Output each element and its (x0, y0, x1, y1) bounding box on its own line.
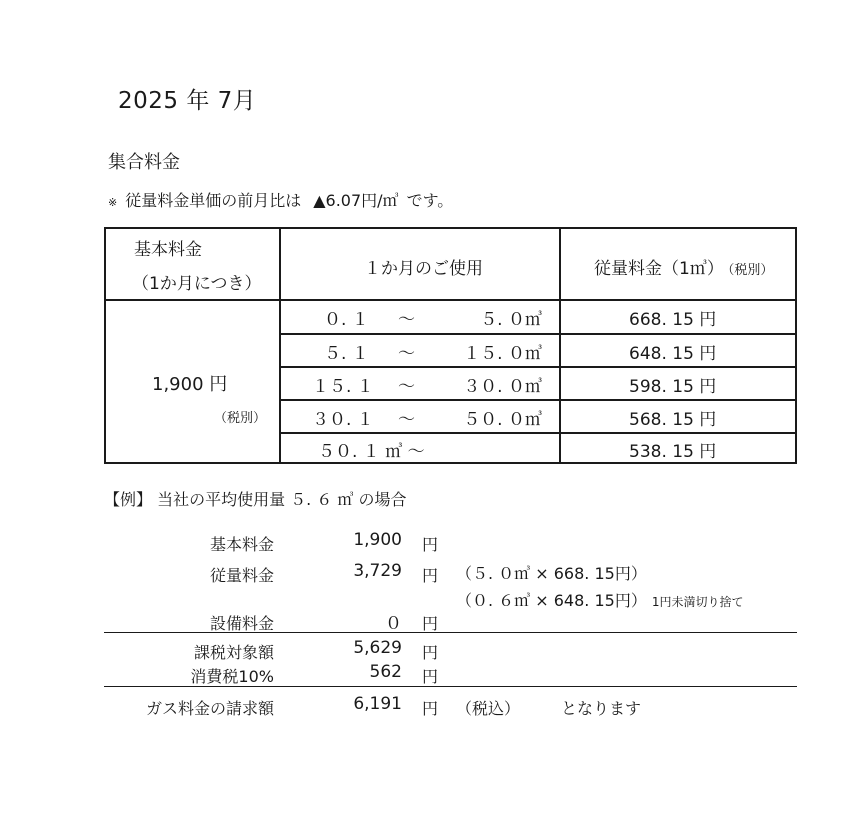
row-from: ５０. １ ㎥ ～ (318, 442, 425, 462)
row-to: １５. ０㎥ (463, 344, 542, 364)
line-unit: 円 (422, 699, 439, 718)
note-mark: ※ (108, 196, 118, 209)
header-base-fee-period: （1か月につき） (132, 274, 262, 294)
row-rate: 568. 15 円 (629, 410, 717, 430)
total-rule (104, 686, 797, 687)
base-fee-tax-note: （税別） (214, 411, 267, 426)
row-rate: 538. 15 円 (629, 442, 717, 462)
header-unit-rate-label: 従量料金（1㎥） (594, 259, 724, 279)
table-row-rule (279, 333, 795, 335)
note-suffix: です。 (406, 191, 454, 210)
row-tilde: ～ (398, 310, 415, 330)
line-unit: 円 (422, 566, 439, 585)
closing-text: となります (561, 699, 642, 718)
row-from: ５. １ (324, 344, 369, 364)
header-monthly-usage: １か月のご使用 (364, 259, 483, 279)
base-fee-value: 1,900 円 (152, 374, 228, 395)
row-from: ０. １ (324, 310, 369, 330)
line-value: 562 (369, 662, 402, 682)
header-unit-rate-note: （税別） (727, 263, 774, 278)
line-calc-continued (456, 588, 744, 611)
row-rate: 648. 15 円 (629, 344, 717, 364)
row-from: １５. １ (312, 377, 374, 397)
line-label: 基本料金 (209, 535, 274, 554)
line-unit: 円 (422, 667, 439, 686)
row-from: ３０. １ (312, 410, 374, 430)
header-base-fee: 基本料金 (134, 240, 202, 260)
subtotal-rule (104, 632, 797, 633)
line-calc-text: （０. ６㎥ × 648. 15円） (456, 591, 647, 610)
table-header-rule (106, 299, 795, 301)
row-rate: 668. 15 円 (629, 310, 717, 330)
table-row-rule (279, 366, 795, 368)
table-row-rule (279, 432, 795, 434)
line-label: ガス料金の請求額 (145, 699, 274, 718)
line-value: 5,629 (353, 638, 402, 658)
table-divider (559, 229, 561, 462)
rate-table (104, 227, 797, 464)
note-text: 従量料金単価の前月比は (125, 191, 302, 210)
row-to: ５. ０㎥ (480, 310, 542, 330)
line-label: 設備料金 (209, 614, 274, 633)
table-row-rule (279, 399, 795, 401)
line-label: 消費税10% (190, 667, 274, 686)
line-value: 1,900 (353, 530, 402, 550)
page-title: 2025 年 7月 (118, 88, 257, 114)
row-tilde: ～ (398, 344, 415, 364)
rounding-note: 1円未満切り捨て (651, 595, 744, 609)
table-divider (279, 229, 281, 462)
header-unit-rate (594, 254, 773, 279)
note-value: ▲6.07円/㎥ (313, 191, 399, 210)
line-calc: （５. ０㎥ × 668. 15円） (456, 564, 647, 583)
section-title: 集合料金 (108, 152, 180, 173)
line-value: 3,729 (353, 561, 402, 581)
row-rate: 598. 15 円 (629, 377, 717, 397)
row-to: ３０. ０㎥ (463, 377, 542, 397)
line-label: 課税対象額 (193, 643, 274, 662)
line-value: ０ (385, 614, 402, 634)
line-unit: 円 (422, 614, 439, 633)
line-unit: 円 (422, 643, 439, 662)
row-tilde: ～ (398, 410, 415, 430)
line-unit: 円 (422, 535, 439, 554)
line-calc: （税込） (456, 699, 521, 718)
example-heading: 【例】 当社の平均使用量 ５. ６ ㎥ の場合 (104, 490, 407, 509)
line-label: 従量料金 (209, 566, 274, 585)
row-to: ５０. ０㎥ (463, 410, 542, 430)
line-value: 6,191 (353, 694, 402, 714)
row-tilde: ～ (398, 377, 415, 397)
price-change-note (108, 188, 453, 211)
